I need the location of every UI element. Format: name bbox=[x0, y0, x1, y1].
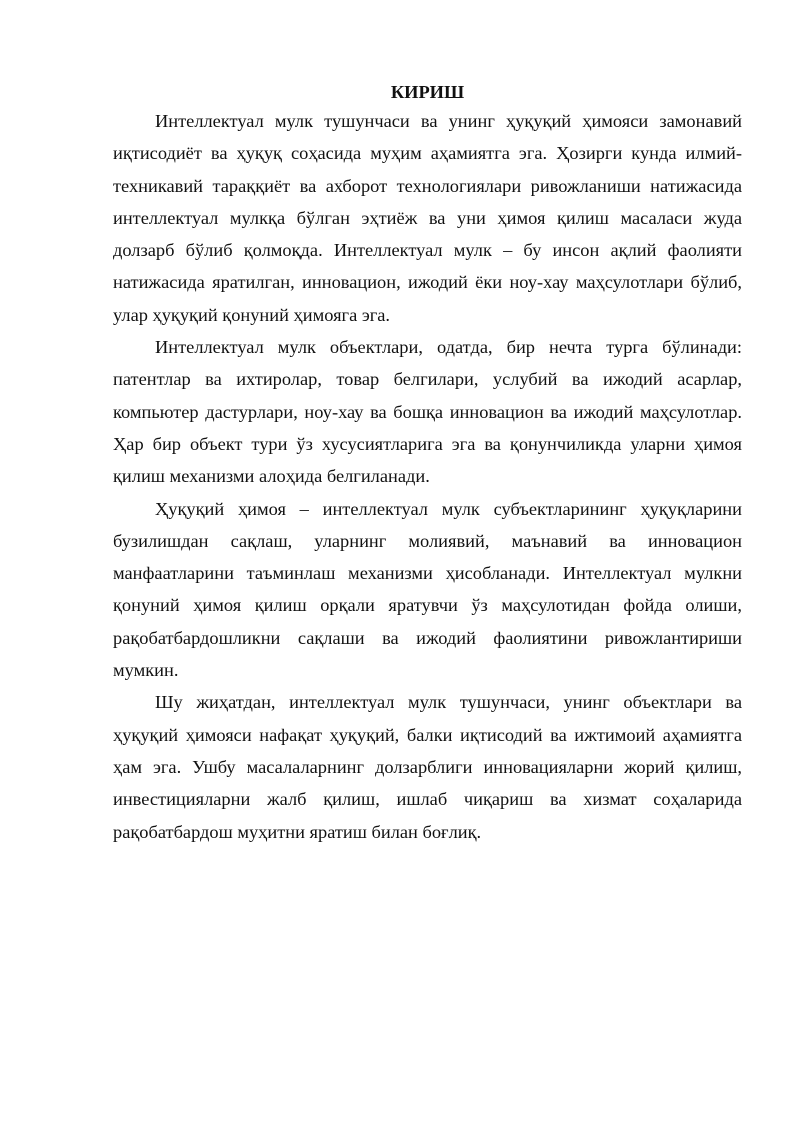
paragraph-1: Интеллектуал мулк тушунчаси ва унинг ҳуқуқий ҳимояси замонавий иқтисодиёт ва ҳуқуқ соҳасида муҳим аҳамиятга эга. Ҳозирги кунда илмий-техникавий тараққиёт ва ахборот технологиялари ривожланиши натижасида интеллектуал мулкқа бўлган эҳтиёж ва уни ҳимоя қилиш масаласи жуда долзарб бўлиб қолмоқда. Интеллектуал мулк – бу инсон ақлий фаолияти натижасида яратилган, инновацион, ижодий ёки ноу-хау маҳсулотлари бўлиб, улар ҳуқуқий қонуний ҳимояга эга. bbox=[113, 111, 742, 325]
document-body bbox=[113, 79, 742, 848]
paragraph-2: Интеллектуал мулк объектлари, одатда, бир нечта турга бўлинади: патентлар ва ихтиролар, товар белгилари, услубий ва ижодий асарлар, компьютер дастурлари, ноу-хау ва бошқа инновацион ва ижодий маҳсулотлар. Ҳар бир объект тури ўз хусусиятларига эга ва қонунчиликда уларни ҳимоя қилиш механизми алоҳида белгиланади. bbox=[113, 337, 742, 487]
paragraph-4: Шу жиҳатдан, интеллектуал мулк тушунчаси, унинг объектлари ва ҳуқуқий ҳимояси нафақат ҳуқуқий, балки иқтисодий ва ижтимоий аҳамиятга ҳам эга. Ушбу масалаларнинг долзарблиги инновацияларни жорий қилиш, инвестицияларни жалб қилиш, ишлаб чиқариш ва хизмат соҳаларида рақобатбардош муҳитни яратиш билан боғлиқ. bbox=[113, 692, 742, 842]
section-title: КИРИШ bbox=[390, 82, 465, 102]
paragraph-3: Ҳуқуқий ҳимоя – интеллектуал мулк субъектларининг ҳуқуқларини бузилишдан сақлаш, уларнинг молиявий, маънавий ва инновацион манфаатларини таъминлаш механизми ҳисобланади. Интеллектуал мулкни қонуний ҳимоя қилиш орқали яратувчи ўз маҳсулотидан фойда олиши, рақобатбардошликни сақлаши ва ижодий фаолиятини ривожлантириши мумкин. bbox=[113, 498, 742, 681]
